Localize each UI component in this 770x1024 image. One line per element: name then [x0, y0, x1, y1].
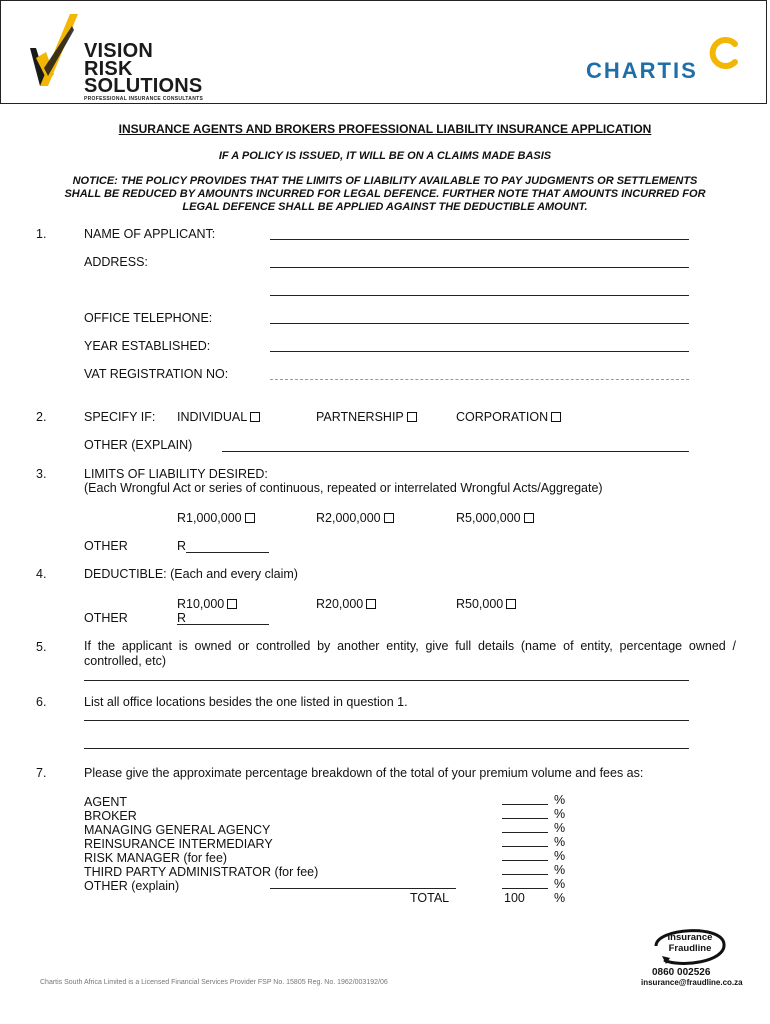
percent-sign: % — [554, 821, 566, 835]
address-field-2[interactable] — [270, 295, 689, 296]
deductible-label: DEDUCTIBLE: (Each and every claim) — [84, 567, 298, 581]
breakdown-label: REINSURANCE INTERMEDIARY — [84, 837, 273, 851]
limit-option-1[interactable] — [177, 511, 255, 525]
vrs-line-3: SOLUTIONS — [84, 75, 203, 97]
office-telephone-label: OFFICE TELEPHONE: — [84, 311, 213, 325]
specify-if-label: SPECIFY IF: — [84, 410, 156, 424]
breakdown-field[interactable] — [502, 832, 548, 833]
fraudline-line-1: Insurance — [667, 932, 713, 943]
partnership-checkbox[interactable] — [407, 412, 417, 422]
deductible-option-3[interactable] — [456, 597, 516, 611]
deductible-2-checkbox[interactable] — [366, 599, 376, 609]
limit-other-label: OTHER — [84, 539, 128, 553]
total-label: TOTAL — [410, 891, 450, 905]
list-item — [84, 849, 704, 863]
notice-line-3: LEGAL DEFENCE SHALL BE APPLIED AGAINST THE DEDUCTIBLE AMOUNT. — [182, 201, 588, 213]
limit-1-checkbox[interactable] — [245, 513, 255, 523]
chartis-logo-mark — [707, 36, 741, 70]
q6-text: List all office locations besides the one listed in question 1. — [84, 695, 408, 709]
deductible-1-checkbox[interactable] — [227, 599, 237, 609]
limit-other-field[interactable] — [186, 552, 269, 553]
limit-option-2[interactable] — [316, 511, 394, 525]
q7-text: Please give the approximate percentage breakdown of the total of your premium volume and fees as: — [84, 766, 644, 780]
deductible-other-field[interactable] — [177, 624, 269, 625]
breakdown-field[interactable] — [502, 874, 548, 875]
breakdown-label: BROKER — [84, 809, 137, 823]
breakdown-field[interactable] — [502, 804, 548, 805]
total-row — [84, 891, 704, 905]
option-individual[interactable] — [177, 410, 260, 424]
percent-sign: % — [554, 835, 566, 849]
deductible-option-2-label: R20,000 — [316, 597, 364, 611]
footer-legal-text: Chartis South Africa Limited is a Licensed Financial Services Provider FSP No. 15805 Reg. No. 1962/003192/06 — [40, 979, 388, 986]
other-explain-field[interactable] — [222, 451, 689, 452]
deductible-other-prefix: R — [177, 611, 187, 625]
deductible-3-checkbox[interactable] — [506, 599, 516, 609]
corporation-checkbox[interactable] — [551, 412, 561, 422]
deductible-option-1[interactable] — [177, 597, 237, 611]
breakdown-field[interactable] — [502, 846, 548, 847]
q6-answer-field-2[interactable] — [84, 748, 689, 749]
list-item — [84, 835, 704, 849]
percent-sign: % — [554, 807, 566, 821]
q5-number: 5. — [36, 640, 47, 654]
q2-number: 2. — [36, 410, 47, 424]
claims-basis-note: IF A POLICY IS ISSUED, IT WILL BE ON A CLAIMS MADE BASIS — [218, 150, 552, 162]
vat-registration-field[interactable] — [270, 379, 689, 380]
limit-2-checkbox[interactable] — [384, 513, 394, 523]
q5-text: If the applicant is owned or controlled by another entity, give full details (name of entity, percentage owned / controlled, etc) — [84, 639, 736, 668]
breakdown-field[interactable] — [502, 888, 548, 889]
year-established-label: YEAR ESTABLISHED: — [84, 339, 211, 353]
limit-other-prefix: R — [177, 539, 187, 553]
vat-registration-label: VAT REGISTRATION NO: — [84, 367, 229, 381]
breakdown-label: RISK MANAGER (for fee) — [84, 851, 228, 865]
notice — [0, 175, 770, 214]
chartis-logo-text: CHARTIS — [586, 58, 698, 83]
option-corporation-label: CORPORATION — [456, 410, 549, 424]
percent-sign: % — [554, 877, 566, 891]
option-corporation[interactable] — [456, 410, 561, 424]
total-value: 100 — [504, 891, 525, 905]
breakdown-field[interactable] — [502, 860, 548, 861]
percent-sign: % — [554, 849, 566, 863]
limit-option-1-label: R1,000,000 — [177, 511, 242, 525]
deductible-option-2[interactable] — [316, 597, 376, 611]
fraudline-email[interactable]: insurance@fraudline.co.za — [641, 978, 743, 987]
fraudline-phone: 0860 002526 — [652, 967, 711, 978]
year-established-field[interactable] — [270, 351, 689, 352]
q6-answer-field-1[interactable] — [84, 720, 689, 721]
applicant-name-field[interactable] — [270, 239, 689, 240]
percent-sign: % — [554, 863, 566, 877]
limit-3-checkbox[interactable] — [524, 513, 534, 523]
limits-sublabel: (Each Wrongful Act or series of continuous, repeated or interrelated Wrongful Acts/Aggregate) — [84, 481, 603, 495]
fraudline-line-2: Fraudline — [668, 943, 712, 954]
q5-answer-field[interactable] — [84, 680, 689, 681]
address-field-1[interactable] — [270, 267, 689, 268]
q7-number: 7. — [36, 766, 47, 780]
list-item — [84, 877, 704, 891]
applicant-name-label: NAME OF APPLICANT: — [84, 227, 216, 241]
option-partnership[interactable] — [316, 410, 417, 424]
breakdown-label: OTHER (explain) — [84, 879, 180, 893]
breakdown-label: MANAGING GENERAL AGENCY — [84, 823, 271, 837]
notice-line-2: SHALL BE REDUCED BY AMOUNTS INCURRED FOR LEGAL DEFENCE. FURTHER NOTE THAT AMOUNTS INCURRED FOR — [64, 188, 706, 200]
percent-sign: % — [554, 793, 566, 807]
list-item — [84, 793, 704, 807]
list-item — [84, 863, 704, 877]
vrs-line-2: RISK — [84, 58, 133, 80]
deductible-option-1-label: R10,000 — [177, 597, 225, 611]
breakdown-label: AGENT — [84, 795, 128, 809]
breakdown-label: THIRD PARTY ADMINISTRATOR (for fee) — [84, 865, 319, 879]
vrs-line-1: VISION — [84, 40, 153, 62]
breakdown-field[interactable] — [502, 818, 548, 819]
fraudline-title — [662, 932, 718, 954]
option-partnership-label: PARTNERSHIP — [316, 410, 404, 424]
option-individual-label: INDIVIDUAL — [177, 410, 248, 424]
notice-line-1: NOTICE: THE POLICY PROVIDES THAT THE LIMITS OF LIABILITY AVAILABLE TO PAY JUDGMENTS OR SETTLEMENTS — [72, 175, 698, 187]
q3-number: 3. — [36, 467, 47, 481]
vrs-tagline: PROFESSIONAL INSURANCE CONSULTANTS — [84, 96, 204, 102]
limit-option-2-label: R2,000,000 — [316, 511, 381, 525]
vision-risk-solutions-logo-mark — [26, 12, 82, 92]
page-title: INSURANCE AGENTS AND BROKERS PROFESSIONAL LIABILITY INSURANCE APPLICATION — [118, 122, 652, 136]
q6-number: 6. — [36, 695, 47, 709]
address-label: ADDRESS: — [84, 255, 148, 269]
other-explain-label: OTHER (EXPLAIN) — [84, 438, 193, 452]
q1-number: 1. — [36, 227, 47, 241]
deductible-option-3-label: R50,000 — [456, 597, 504, 611]
list-item — [84, 821, 704, 835]
individual-checkbox[interactable] — [250, 412, 260, 422]
limits-label: LIMITS OF LIABILITY DESIRED: — [84, 467, 268, 481]
percent-sign: % — [554, 891, 566, 905]
office-telephone-field[interactable] — [270, 323, 689, 324]
q4-number: 4. — [36, 567, 47, 581]
other-explain-field[interactable] — [270, 888, 456, 889]
fraudline-logo — [650, 922, 730, 970]
list-item — [84, 807, 704, 821]
deductible-other-label: OTHER — [84, 611, 128, 625]
limit-option-3-label: R5,000,000 — [456, 511, 521, 525]
limit-option-3[interactable] — [456, 511, 534, 525]
premium-breakdown-list — [84, 793, 704, 905]
